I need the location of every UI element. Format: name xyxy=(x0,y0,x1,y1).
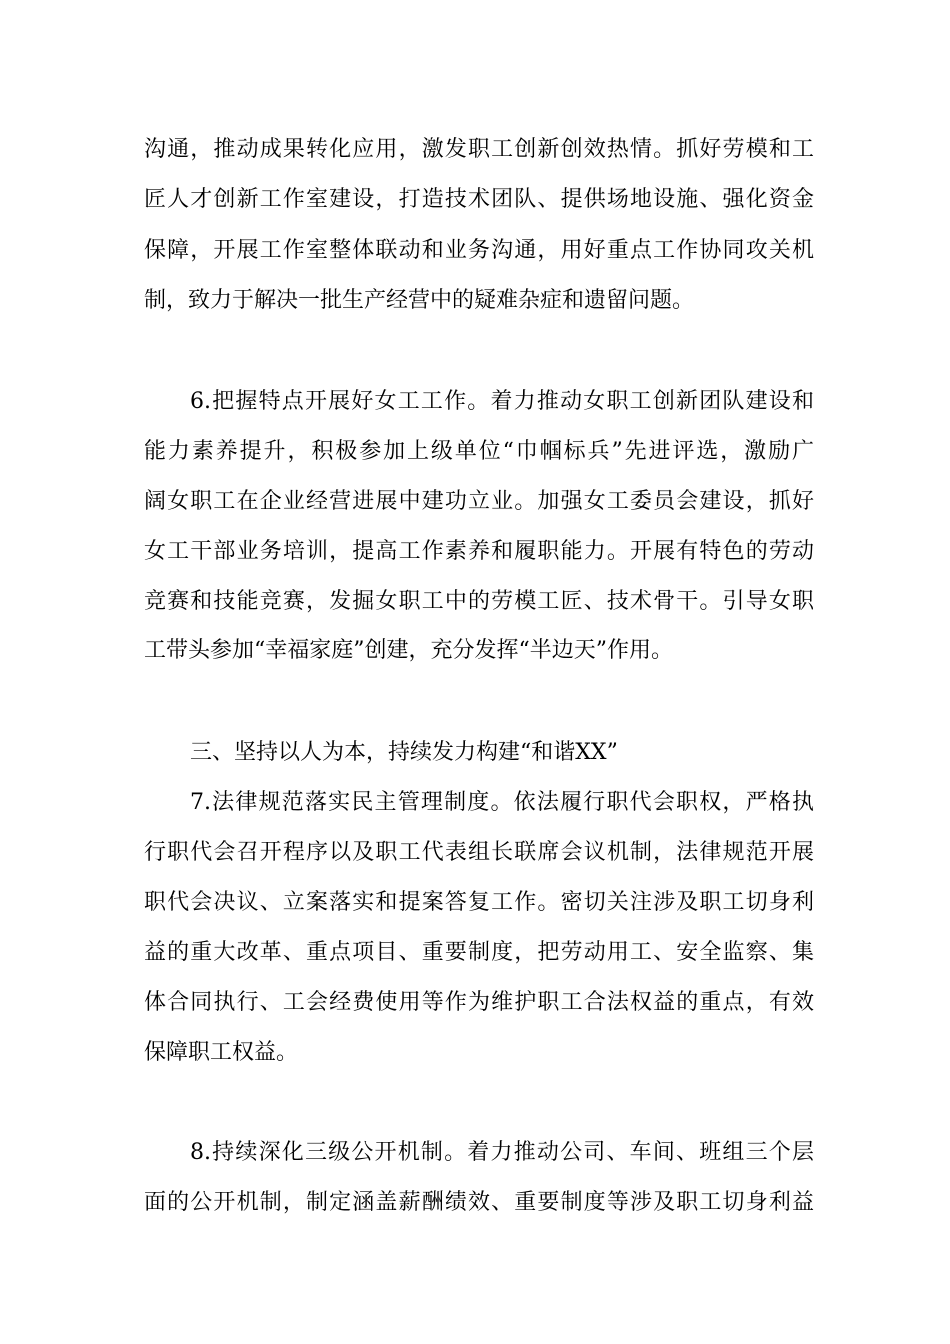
text-line: 女工干部业务培训，提高工作素养和履职能力。开展有特色的劳动 xyxy=(144,539,814,564)
text-line: 保障职工权益。 xyxy=(144,1040,299,1065)
paragraph-heading-7: 7.法律规范落实民主管理制度。依法履行职代会职权，严格执 xyxy=(190,790,814,815)
text-line: 职代会决议、立案落实和提案答复工作。密切关注涉及职工切身利 xyxy=(144,890,814,915)
text-line: 竞赛和技能竞赛，发掘女职工中的劳模工匠、技术骨干。引导女职 xyxy=(144,589,814,614)
paragraph-heading-6: 6.把握特点开展好女工工作。着力推动女职工创新团队建设和 xyxy=(190,389,814,414)
section-heading: 三、坚持以人为本，持续发力构建“和谐XX” xyxy=(190,740,618,765)
text-line: 阔女职工在企业经营进展中建功立业。加强女工委员会建设，抓好 xyxy=(144,489,814,514)
paragraph-heading-8: 8.持续深化三级公开机制。着力推动公司、车间、班组三个层 xyxy=(190,1140,814,1165)
text-line: 行职代会召开程序以及职工代表组长联席会议机制，法律规范开展 xyxy=(144,840,814,865)
text-line: 面的公开机制，制定涵盖薪酬绩效、重要制度等涉及职工切身利益 xyxy=(144,1190,814,1215)
text-line: 制，致力于解决一批生产经营中的疑难杂症和遗留问题。 xyxy=(144,288,695,313)
text-line: 体合同执行、工会经费使用等作为维护职工合法权益的重点，有效 xyxy=(144,990,814,1015)
text-line: 能力素养提升，积极参加上级单位“巾帼标兵”先进评选，激励广 xyxy=(144,439,814,464)
text-line: 沟通，推动成果转化应用，激发职工创新创效热情。抓好劳模和工 xyxy=(144,137,814,162)
text-line: 益的重大改革、重点项目、重要制度，把劳动用工、安全监察、集 xyxy=(144,940,814,965)
text-line: 匠人才创新工作室建设，打造技术团队、提供场地设施、强化资金 xyxy=(144,187,814,212)
text-line: 保障，开展工作室整体联动和业务沟通，用好重点工作协同攻关机 xyxy=(144,238,814,263)
text-line: 工带头参加“幸福家庭”创建，充分发挥“半边天”作用。 xyxy=(144,638,673,663)
